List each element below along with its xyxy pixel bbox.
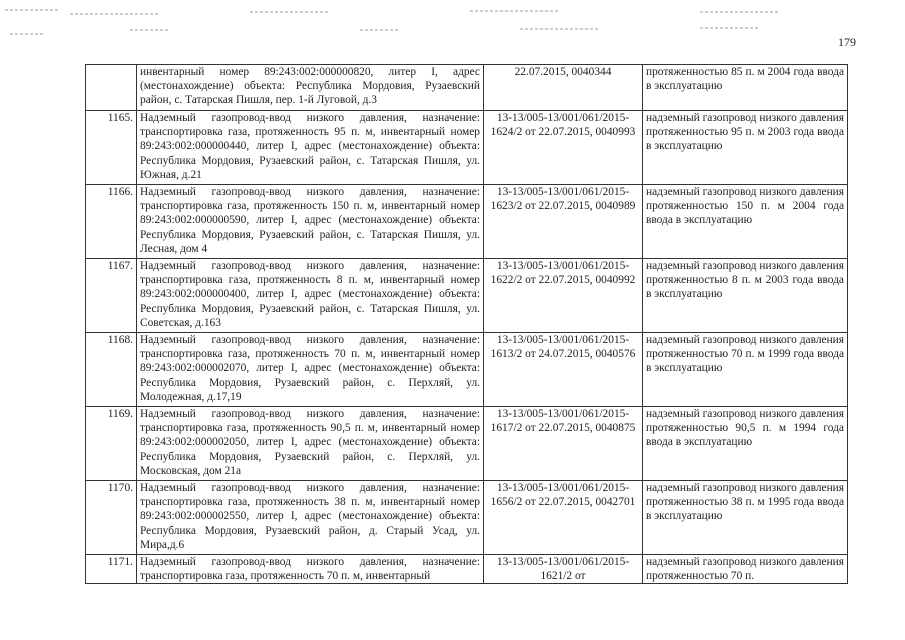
row-number: 1167. xyxy=(86,259,137,333)
object-description: Надземный газопровод-ввод низкого давления, назначение: транспортировка газа, протяженность 150 п. м, инвентарный номер 89:243:002:000000590, литер I, адрес (местонахождение) объекта: Республика Мордовия, Рузаевский район, с. Татарская Пишля, ул. Лесная, дом 4 xyxy=(137,185,484,259)
row-number: 1165. xyxy=(86,111,137,185)
row-number: 1169. xyxy=(86,407,137,481)
object-description: Надземный газопровод-ввод низкого давления, назначение: транспортировка газа, протяженность 70 п. м, инвентарный xyxy=(137,555,484,584)
registration-record: 13-13/005-13/001/061/2015-1621/2 от xyxy=(484,555,643,584)
registration-record: 13-13/005-13/001/061/2015-1624/2 от 22.07.2015, 0040993 xyxy=(484,111,643,185)
table-row xyxy=(86,111,848,185)
registration-record: 13-13/005-13/001/061/2015-1622/2 от 22.07.2015, 0040992 xyxy=(484,259,643,333)
object-note: надземный газопровод низкого давления протяженностью 70 п. м 1999 года ввода в эксплуатацию xyxy=(643,333,848,407)
row-number xyxy=(86,65,137,111)
registration-record: 13-13/005-13/001/061/2015-1656/2 от 22.07.2015, 0042701 xyxy=(484,481,643,555)
table-row xyxy=(86,555,848,584)
table-row xyxy=(86,481,848,555)
registration-record: 22.07.2015, 0040344 xyxy=(484,65,643,111)
row-number: 1168. xyxy=(86,333,137,407)
table-row xyxy=(86,407,848,481)
table-row xyxy=(86,259,848,333)
row-number: 1170. xyxy=(86,481,137,555)
table-row xyxy=(86,333,848,407)
registration-record: 13-13/005-13/001/061/2015-1613/2 от 24.07.2015, 0040576 xyxy=(484,333,643,407)
object-note: протяженностью 85 п. м 2004 года ввода в эксплуатацию xyxy=(643,65,848,111)
page-number: 179 xyxy=(838,35,856,49)
object-description: Надземный газопровод-ввод низкого давления, назначение: транспортировка газа, протяженность 38 п. м, инвентарный номер 89:243:002:000002550, литер I, адрес (местонахождение) объекта: Республика Мордовия, Рузаевский район, д. Старый Усад, ул. Мира,д.6 xyxy=(137,481,484,555)
registry-table xyxy=(85,64,848,584)
object-description: Надземный газопровод-ввод низкого давления, назначение: транспортировка газа, протяженность 70 п. м, инвентарный номер 89:243:002:000002070, литер I, адрес (местонахождение) объекта: Республика Мордовия, Рузаевский район, с. Перхляй, ул. Молодежная, д.17,19 xyxy=(137,333,484,407)
row-number: 1171. xyxy=(86,555,137,584)
object-note: надземный газопровод низкого давления протяженностью 38 п. м 1995 года ввода в эксплуатацию xyxy=(643,481,848,555)
scan-noise-header xyxy=(0,0,905,45)
table-row xyxy=(86,185,848,259)
object-description: Надземный газопровод-ввод низкого давления, назначение: транспортировка газа, протяженность 90,5 п. м, инвентарный номер 89:243:002:000002050, литер I, адрес (местонахождение) объекта: Республика Мордовия, Рузаевский район, с. Перхляй, ул. Московская, дом 21а xyxy=(137,407,484,481)
registration-record: 13-13/005-13/001/061/2015-1617/2 от 22.07.2015, 0040875 xyxy=(484,407,643,481)
object-note: надземный газопровод низкого давления протяженностью 90,5 п. м 1994 года ввода в эксплуатацию xyxy=(643,407,848,481)
object-description: Надземный газопровод-ввод низкого давления, назначение: транспортировка газа, протяженность 95 п. м, инвентарный номер 89:243:002:000000440, литер I, адрес (местонахождение) объекта: Республика Мордовия, Рузаевский район, с. Татарская Пишля, ул. Южная, д.21 xyxy=(137,111,484,185)
row-number: 1166. xyxy=(86,185,137,259)
table-row xyxy=(86,65,848,111)
object-note: надземный газопровод низкого давления протяженностью 8 п. м 2003 года ввода в эксплуатацию xyxy=(643,259,848,333)
object-note: надземный газопровод низкого давления протяженностью 95 п. м 2003 года ввода в эксплуатацию xyxy=(643,111,848,185)
object-note: надземный газопровод низкого давления протяженностью 70 п. xyxy=(643,555,848,584)
registration-record: 13-13/005-13/001/061/2015-1623/2 от 22.07.2015, 0040989 xyxy=(484,185,643,259)
object-description: Надземный газопровод-ввод низкого давления, назначение: транспортировка газа, протяженность 8 п. м, инвентарный номер 89:243:002:000000400, литер I, адрес (местонахождение) объекта: Республика Мордовия, Рузаевский район, с. Татарская Пишля, ул. Советская, д.163 xyxy=(137,259,484,333)
object-description: инвентарный номер 89:243:002:000000820, литер I, адрес (местонахождение) объекта: Республика Мордовия, Рузаевский район, с. Татарская Пишля, пер. 1-й Луговой, д.3 xyxy=(137,65,484,111)
object-note: надземный газопровод низкого давления протяженностью 150 п. м 2004 года ввода в эксплуатацию xyxy=(643,185,848,259)
